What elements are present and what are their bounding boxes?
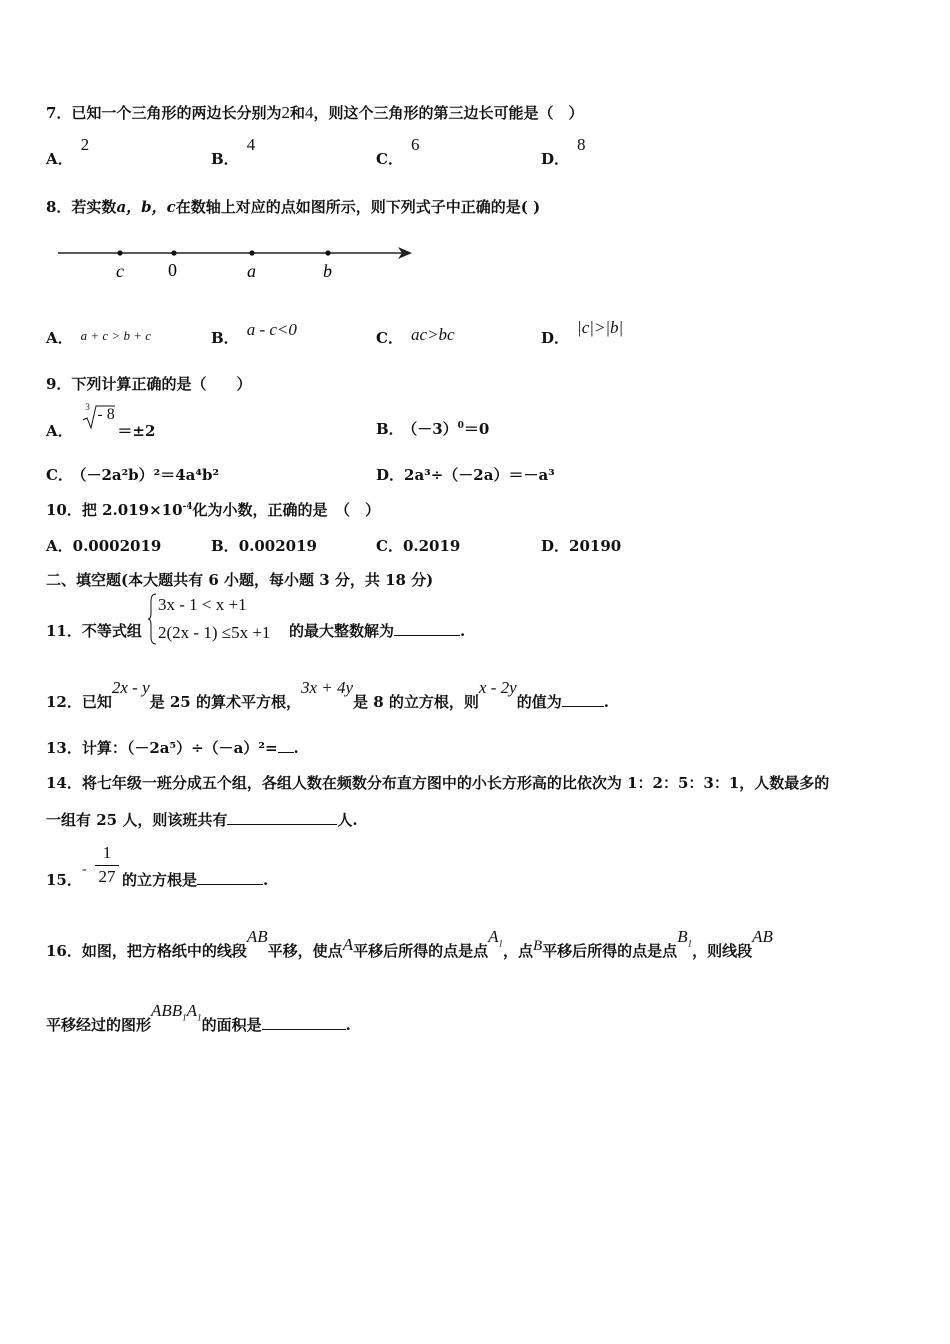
- q10-option-b: B．0.002019: [211, 537, 317, 555]
- q13-stem: 13．计算：（－2a⁵）÷（－a）²= .: [46, 739, 299, 757]
- q10-option-a: A．0.0002019: [46, 537, 162, 555]
- q9-option-c: C． （－2a²b）²＝4a⁴b²: [46, 466, 220, 484]
- point-b: [325, 250, 330, 255]
- q10-stem: 10．把 $2.019\times 10^{-4}$化为小数，正确的是 （ ）: [46, 501, 381, 519]
- point-0: [171, 250, 176, 255]
- q7-option-d: D．8: [541, 135, 586, 168]
- q15-denominator: 27: [98, 867, 116, 886]
- q16-line-1: 16．如图，把方格纸中的线段AB平移，使点A平移后所得的点是点$A_1$，点B平移后所得的点是点$B_1$，则线段AB: [46, 927, 773, 960]
- q9-option-b: B． $(-3)^0=0$: [376, 420, 490, 438]
- section-heading: 二、填空题(本大题共有 6 小题，每小题 3 分，共 18 分): [46, 571, 434, 589]
- q7-stem: 7．已知一个三角形的两边长分别为2和4，则这个三角形的第三边长可能是（ ）: [46, 103, 584, 122]
- q16-line-2: 平移经过的图形$ABB_1A_1$的面积是 .: [46, 1001, 351, 1034]
- q15-label: 15．: [46, 871, 82, 889]
- q8-option-c: C． ac>bc: [376, 325, 455, 347]
- number-line-figure: [50, 238, 420, 284]
- q11-inequality-2: 2(2x - 1) ≤5x +1: [158, 623, 271, 642]
- q11-answer-blank[interactable]: [394, 622, 460, 636]
- q13-answer-blank[interactable]: [278, 739, 294, 753]
- point-a: [249, 250, 254, 255]
- q15-answer-blank[interactable]: [197, 871, 263, 885]
- q7-option-a: A．2: [46, 135, 90, 168]
- q12-stem: 12．已知2x - y是 25 的算术平方根，3x + 4y是 8 的立方根，则x - 2y的值为 .: [46, 678, 609, 711]
- q7-option-b: B．4: [211, 135, 256, 168]
- q12-answer-blank[interactable]: [562, 693, 604, 707]
- q14-line-2: 一组有 25 人，则该班共有 人.: [46, 811, 358, 829]
- q15-minus-sign: -: [82, 862, 87, 877]
- q14-line-1: 14．将七年级一班分成五个组，各组人数在频数分布直方图中的小长方形高的比依次为 1：2：5：3：1，人数最多的: [46, 774, 830, 792]
- system-brace-icon: [148, 593, 158, 645]
- q8-option-d: D．|c|>|b|: [541, 318, 624, 347]
- q14-answer-blank[interactable]: [227, 811, 337, 825]
- label-0: 0: [168, 260, 177, 280]
- q10-option-d: D．20190: [541, 537, 622, 555]
- cube-root-expression: 3 - 8: [77, 418, 117, 436]
- q9-option-a: A． 3 - 8 ＝±2: [46, 402, 156, 440]
- q16-answer-blank[interactable]: [262, 1016, 346, 1030]
- q9-stem: 9．下列计算正确的是（ ）: [46, 375, 252, 393]
- q8-stem: 8．若实数a，b，c在数轴上对应的点如图所示，则下列式子中正确的是( ): [46, 198, 541, 216]
- q10-option-c: C．0.2019: [376, 537, 461, 555]
- label-c: c: [116, 261, 124, 281]
- q11-stem: 的最大整数解为 .: [289, 622, 466, 640]
- q8-option-a: A． a + c > b + c: [46, 328, 151, 347]
- point-c: [117, 250, 122, 255]
- label-b: b: [323, 261, 332, 281]
- q15-fraction-bar: [95, 865, 119, 866]
- q8-option-b: B． a - c<0: [211, 320, 297, 347]
- q9-option-d: D．2a³÷（－2a）＝－a³: [376, 466, 555, 484]
- q15-numerator: 1: [102, 843, 112, 862]
- q7-option-c: C．6: [376, 135, 420, 168]
- q11-label: 11．不等式组: [46, 622, 142, 640]
- label-a: a: [247, 261, 256, 281]
- q11-inequality-1: 3x - 1 < x +1: [158, 595, 247, 614]
- q15-stem: 的立方根是 .: [122, 871, 269, 889]
